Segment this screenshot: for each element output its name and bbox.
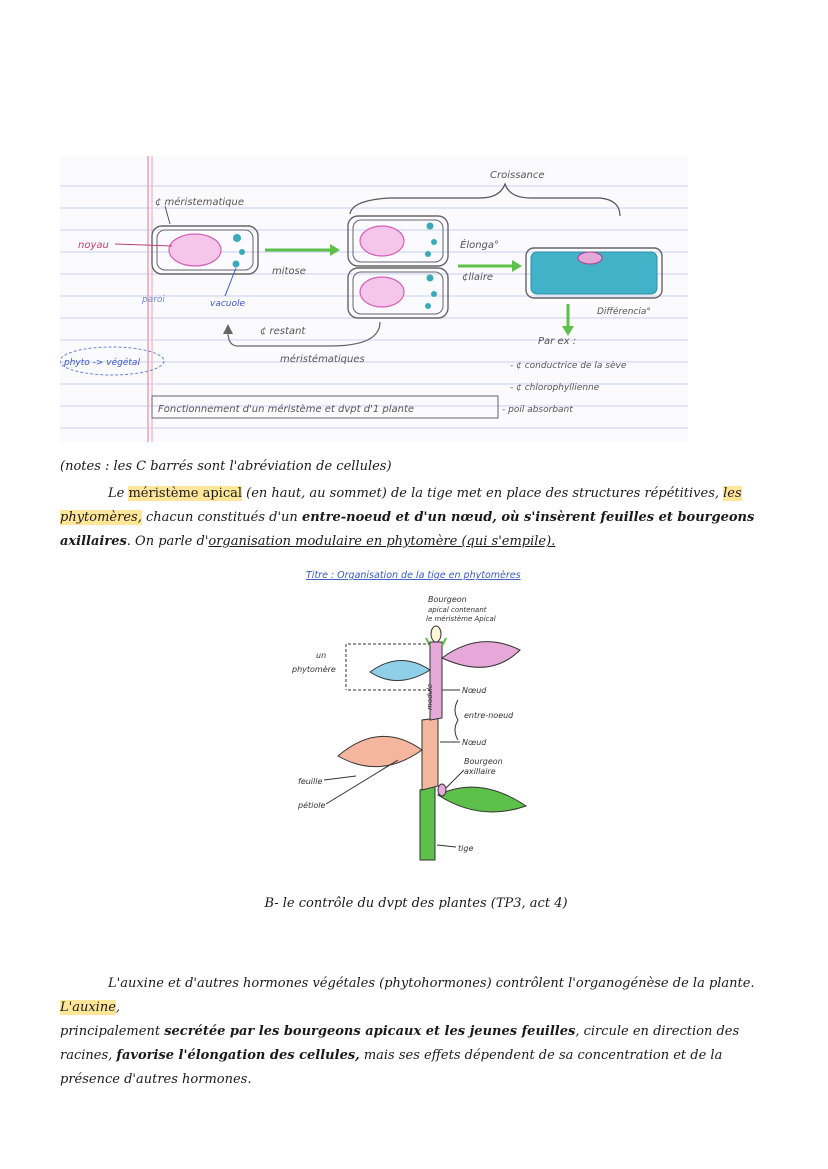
paroi-label: paroi	[142, 295, 165, 305]
p1-part-g: . On parle d'	[126, 534, 209, 549]
par-ex-label: Par ex :	[538, 336, 577, 347]
phytomere-diagram	[280, 560, 560, 865]
cellulaire-label: ¢llaire	[462, 272, 494, 283]
stem-lower	[420, 785, 435, 860]
stem-middle	[422, 718, 438, 790]
p1-part-c: (en haut, au sommet) de la tige met en place des structures répétitives,	[242, 486, 724, 501]
leaf-orange	[338, 736, 422, 766]
paragraph-auxine	[60, 972, 772, 1092]
leaf-blue	[370, 660, 430, 680]
example-chlorophyllienne: - ¢ chlorophyllienne	[510, 383, 600, 393]
p2-part-h: mais ses effets dépendent de sa concentration et de la présence d'autres hormones.	[60, 1048, 723, 1087]
phyto-label: phyto -> végétal	[64, 358, 140, 368]
bourgeon-axillaire-label-1: Bourgeon	[464, 757, 503, 766]
noeud-label-bottom: Nœud	[462, 738, 487, 747]
meristematic-cell	[152, 226, 258, 274]
p1-part-e: chacun constitués d'un	[141, 510, 302, 525]
paragraph-meristeme	[60, 482, 772, 554]
diagram-title: Fonctionnement d'un méristème et dvpt d'1 plante	[158, 404, 415, 415]
p1-organisation-modulaire: organisation modulaire en phytomère (qui s'empile).	[208, 534, 556, 549]
plant-title: Titre : Organisation de la tige en phytomères	[306, 570, 521, 581]
p1-phytomeres: les phytomères,	[60, 486, 742, 525]
p2-bold-secretee: secrétée par les bourgeons apicaux et les jeunes feuilles	[164, 1024, 576, 1039]
p2-part-c: ,	[115, 1000, 121, 1015]
example-conductrice: - ¢ conductrice de la sève	[510, 361, 627, 371]
bourgeon-apical-label-1: Bourgeon	[428, 595, 467, 604]
abbreviation-note: (notes : les C barrés sont l'abréviation de cellules)	[60, 459, 392, 474]
petiole-label: pétiole	[298, 801, 326, 810]
leaf-pink	[442, 642, 520, 668]
noyau-label: noyau	[78, 240, 109, 251]
daughter-cells	[348, 216, 448, 318]
mitose-label: mitose	[272, 266, 306, 277]
tige-label: tige	[458, 844, 474, 853]
croissance-label: Croissance	[490, 170, 545, 181]
section-b-heading: B- le contrôle du dvpt des plantes (TP3, act 4)	[264, 896, 568, 911]
bourgeon-apical-label-2: apical contenant	[428, 606, 487, 614]
example-poil-absorbant: - poil absorbant	[502, 405, 573, 415]
p2-bold-favorise: favorise l'élongation des cellules,	[116, 1048, 360, 1063]
p2-part-a: L'auxine et d'autres hormones végétales (phytohormones) contrôlent l'organogénèse de la plante.	[108, 976, 755, 991]
meristematiques-label: méristématiques	[280, 354, 365, 365]
meristem-diagram	[60, 156, 688, 442]
p1-meristeme-apical: méristème apical	[128, 486, 243, 501]
elongated-cell	[526, 248, 662, 298]
bourgeon-apical-label-3: le méristème Apical	[426, 615, 496, 623]
vacuole-label: vacuole	[210, 299, 246, 309]
module-label: module	[426, 683, 434, 710]
noeud-label-top: Nœud	[462, 686, 487, 695]
axillary-bud	[438, 784, 446, 796]
leaf-green	[438, 787, 526, 812]
p1-part-a: Le	[108, 486, 129, 501]
feuille-label: feuille	[298, 777, 323, 786]
differenciation-label: Différencia°	[597, 307, 651, 317]
apical-bud	[431, 626, 441, 642]
cell-meristematique-label: ¢ méristematique	[155, 197, 245, 208]
croissance-brace	[350, 184, 620, 216]
p2-part-f: , circule en direction des racines,	[60, 1024, 740, 1063]
entre-noeud-label: entre-noeud	[464, 711, 514, 720]
p2-auxine: L'auxine	[60, 1000, 116, 1015]
elongation-label: Élonga°	[460, 240, 500, 251]
restant-label: ¢ restant	[260, 326, 306, 337]
p2-part-d: principalement	[60, 1024, 165, 1039]
phytomere-label: phytomère	[292, 665, 336, 674]
p1-bold-structure: entre-noeud et d'un nœud, où s'insèrent feuilles et bourgeons axillaires	[60, 510, 755, 549]
bourgeon-axillaire-label-2: axillaire	[464, 767, 496, 776]
un-label: un	[316, 651, 327, 660]
